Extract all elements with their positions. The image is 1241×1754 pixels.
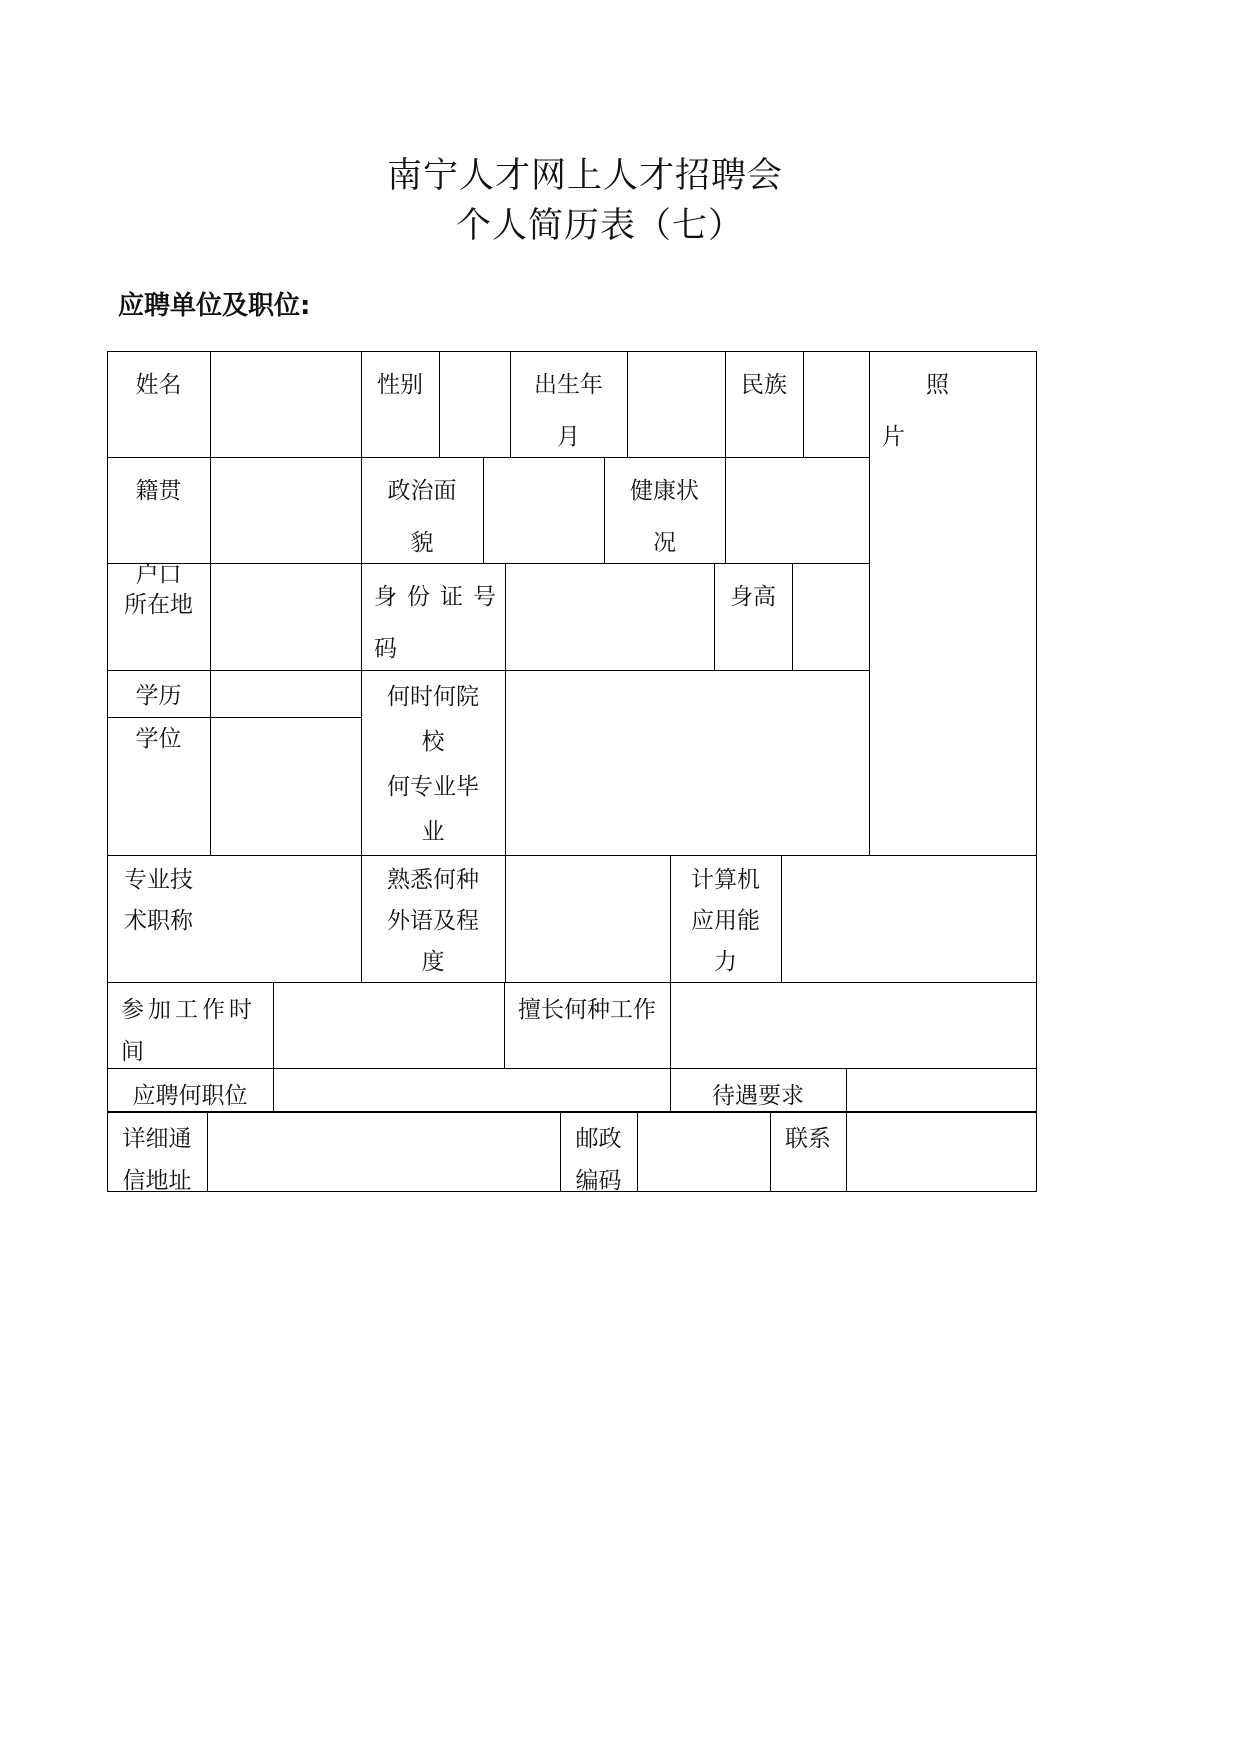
birth-field[interactable] — [628, 352, 724, 457]
label-height: 身高 — [730, 584, 776, 610]
salary-field[interactable] — [847, 1069, 1036, 1111]
label-political-1: 政治面 — [387, 478, 457, 504]
health-field[interactable] — [726, 458, 869, 563]
address-field[interactable] — [208, 1113, 559, 1191]
label-hukou-2: 所在地 — [124, 592, 193, 618]
label-birth-1: 出生年 — [534, 372, 603, 398]
school-major-field[interactable] — [506, 671, 869, 855]
page-subtitle: 个人简历表（七） — [455, 206, 744, 246]
label-work-start-1: 参加工作时 — [121, 997, 256, 1023]
degree-field[interactable] — [211, 718, 360, 855]
label-prof-title-2: 术职称 — [124, 908, 193, 934]
label-political-2: 貌 — [410, 530, 434, 556]
label-native-place: 籍贯 — [135, 478, 182, 504]
label-photo-2: 片 — [882, 424, 905, 450]
label-computer-1: 计算机 — [691, 867, 760, 893]
applied-position-field[interactable] — [274, 1069, 669, 1111]
language-field[interactable] — [506, 856, 669, 982]
prof-title-field[interactable] — [211, 856, 360, 982]
label-id-1: 身份证号 — [374, 584, 506, 610]
label-computer-3: 力 — [714, 949, 737, 975]
height-field[interactable] — [793, 564, 869, 670]
label-address-1: 详细通 — [122, 1126, 192, 1152]
photo-area[interactable] — [870, 352, 1036, 855]
label-id-2: 码 — [374, 636, 397, 662]
political-field[interactable] — [484, 458, 603, 563]
contact-field[interactable] — [847, 1113, 1036, 1191]
label-name: 姓名 — [135, 372, 182, 398]
label-education: 学历 — [135, 683, 182, 709]
label-language-3: 度 — [421, 949, 445, 975]
label-specialty: 擅长何种工作 — [518, 997, 656, 1023]
postcode-field[interactable] — [638, 1113, 769, 1191]
page-title: 南宁人才网上人才招聘会 — [386, 156, 783, 196]
position-label: 应聘单位及职位: — [118, 291, 311, 321]
ethnicity-field[interactable] — [804, 352, 868, 457]
label-computer-2: 应用能 — [691, 908, 760, 934]
label-health-1: 健康状 — [630, 478, 699, 504]
work-start-field[interactable] — [274, 983, 503, 1068]
label-prof-title-1: 专业技 — [124, 867, 193, 893]
education-field[interactable] — [211, 671, 360, 717]
label-degree: 学位 — [135, 726, 182, 752]
label-photo-1: 照 — [926, 372, 949, 398]
label-hukou-1: 户口 — [135, 562, 182, 588]
label-postcode-2: 编码 — [575, 1168, 622, 1194]
label-contact: 联系 — [785, 1126, 831, 1152]
label-school-2: 校 — [421, 729, 445, 755]
id-field[interactable] — [506, 564, 713, 670]
label-school-4: 业 — [421, 819, 445, 845]
label-language-2: 外语及程 — [387, 908, 479, 934]
hukou-field[interactable] — [211, 564, 360, 670]
label-school-1: 何时何院 — [387, 684, 479, 710]
label-gender: 性别 — [377, 372, 423, 398]
name-field[interactable] — [211, 352, 360, 457]
label-ethnicity: 民族 — [741, 372, 787, 398]
label-birth-2: 月 — [557, 424, 580, 450]
specialty-field[interactable] — [671, 983, 1036, 1068]
computer-field[interactable] — [782, 856, 1036, 982]
gender-field[interactable] — [440, 352, 509, 457]
label-school-3: 何专业毕 — [387, 774, 479, 800]
label-address-2: 信地址 — [122, 1168, 192, 1194]
label-salary: 待遇要求 — [712, 1083, 804, 1109]
label-applied-position: 应聘何职位 — [132, 1083, 248, 1109]
native-place-field[interactable] — [211, 458, 360, 563]
label-language-1: 熟悉何种 — [387, 867, 479, 893]
label-work-start-2: 间 — [121, 1039, 144, 1065]
label-postcode-1: 邮政 — [575, 1126, 622, 1152]
label-health-2: 况 — [653, 530, 676, 556]
